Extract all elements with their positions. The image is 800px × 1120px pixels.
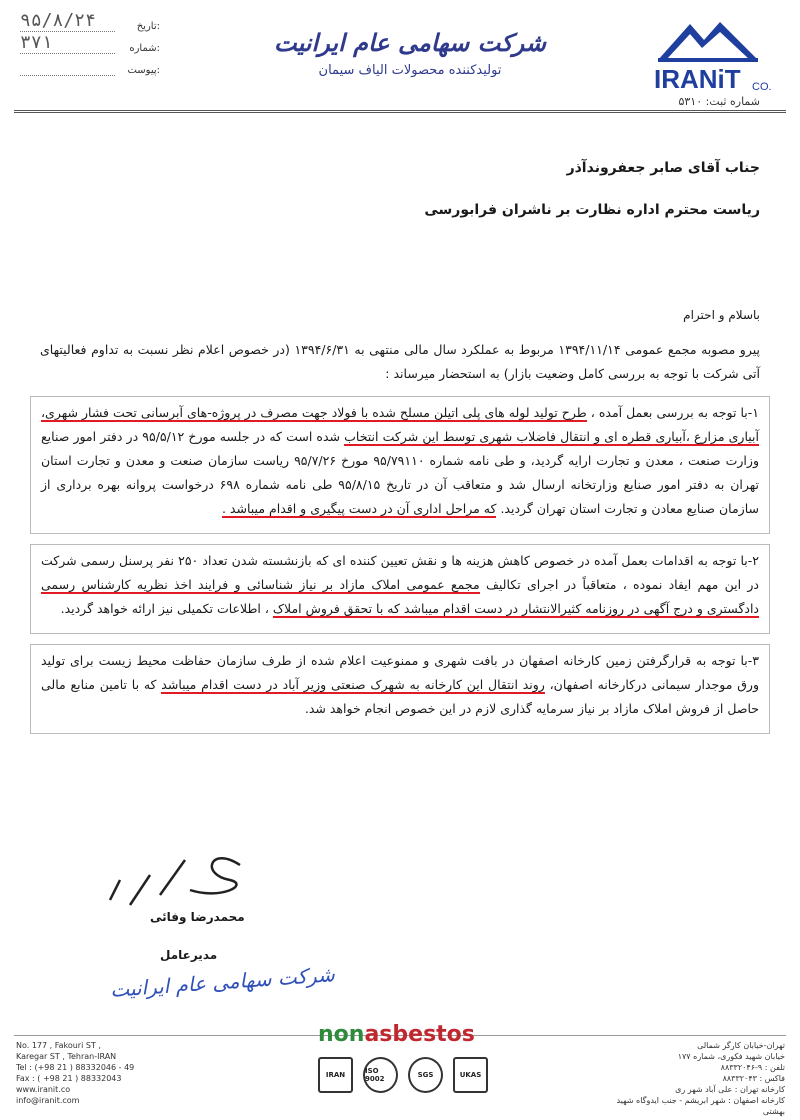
- p1-text-a: ۱-با توجه به بررسی بعمل آمده ،: [586, 405, 759, 420]
- logo-mountain-icon: [640, 10, 775, 100]
- paragraph-1: [41, 401, 759, 521]
- number-label: شماره:: [129, 43, 160, 54]
- footer-fa-line: کارخانه تهران : علی آباد شهر ری: [675, 1085, 785, 1094]
- paragraph-1-box: [30, 396, 770, 534]
- footer-en-line: Karegar ST , Tehran-IRAN: [16, 1052, 117, 1061]
- iranit-logo: [640, 10, 775, 100]
- p2-text-a: ۲-با توجه به اقدامات بعمل آمده در خصوص کاهش هزینه ها و نقش تعیین کننده ای که بازنشسته شدن تعداد ۲۵۰ نفر پرسنل رسمی شرکت در این مهم ایفاد نموده ، متعاقباً در اجرای تکالیف: [41, 553, 760, 592]
- logo-text: IRANiT: [654, 64, 741, 94]
- footer-fa-line: فاکس : ۸۸۳۳۲۰۴۳: [722, 1074, 785, 1083]
- attachment-value: [20, 75, 115, 76]
- company-stamp: شرکت سهامی عام ایرانیت: [109, 962, 336, 1002]
- number-row: [20, 32, 160, 54]
- company-subtitle: تولیدکننده محصولات الیاف سیمان: [318, 63, 502, 78]
- letter-body: [40, 160, 760, 742]
- greeting: باسلام و احترام: [683, 308, 760, 322]
- p3-underlined-1: روند انتقال این کارخانه به شهرک صنعتی وزیر آباد در دست اقدام میباشد: [161, 677, 545, 692]
- number-value: ۳۷۱: [20, 32, 115, 54]
- brand-non: non: [318, 1022, 365, 1047]
- certification-logos: [318, 1050, 488, 1100]
- footer-fa-line: تلفن : ۹-۸۸۳۳۲۰۴۶: [720, 1063, 785, 1072]
- p1-underlined-2: که مراحل اداری آن در دست پیگیری و اقدام میباشد .: [221, 501, 497, 516]
- company-header: [260, 14, 560, 104]
- sgs-icon: SGS: [408, 1057, 443, 1093]
- iso-9002-icon: ISO 9002: [363, 1057, 398, 1093]
- footer-fa-line: تهران-خیابان کارگر شمالی: [697, 1041, 785, 1050]
- p2-text-b: ، اطلاعات تکمیلی نیز ارائه خواهد گردید.: [60, 601, 273, 616]
- p1-text-b: شده است که در جلسه مورخ ۹۵/۵/۱۲ در دفتر امور صنایع وزارت صنعت ، معدن و تجارت ارایه گردید، و طی نامه شماره ۹۵/۷۹۱۱۰ مورخ ۹۵/۷/۲۶ ریاست سازمان صنعت و معدن و تجارت استان تهران به دفتر امور صنایع وزارتخانه ارسال شد و متعاقب آن در تاریخ ۹۵/۸/۱۵ طی نامه شماره ۶۹۸ درخواست پروانه بهره برداری از سازمان صنایع معادن و تجارت استان تهران گردید.: [41, 429, 759, 516]
- letter-meta: [20, 10, 160, 76]
- footer-address-fa: [600, 1040, 785, 1117]
- attachment-row: [20, 54, 160, 76]
- signatory-name: محمدرضا وفائی: [150, 910, 245, 924]
- registration-number: شماره ثبت: ۵۳۱۰: [678, 95, 760, 108]
- footer-address-en: [16, 1040, 156, 1106]
- footer-fa-line: کارخانه اصفهان : شهر ابریشم - جنب ایدوگاه شهید بهشتی: [616, 1096, 785, 1116]
- footer-en-line: www.iranit.co: [16, 1085, 71, 1094]
- footer-en-line: Tel : (+98 21 ) 88332046 - 49: [16, 1063, 135, 1072]
- brand-asbestos: asbestos: [364, 1022, 475, 1047]
- handwritten-signature: [90, 835, 260, 910]
- company-name: شرکت سهامی عام ایرانیت: [274, 28, 546, 57]
- paragraph-3-box: [30, 644, 770, 734]
- p1-underlined-1: طرح تولید لوله های پلی اتیلن مسلح شده با فولاد جهت مصرف در پروژه-های آبرسانی تحت فشار شهری، آبیاری مزارع ،آبیاری قطره ای و انتقال فاضلاب شهری توسط این شرکت انتخاب: [41, 405, 759, 444]
- footer-en-line: Fax : ( +98 21 ) 88332043: [16, 1074, 122, 1083]
- date-label: تاریخ:: [136, 21, 160, 32]
- footer-en-line: No. 177 , Fakouri ST ,: [16, 1041, 101, 1050]
- header-divider: [14, 110, 786, 113]
- attachment-label: پیوست:: [127, 65, 160, 76]
- recipient-title: ریاست محترم اداره نظارت بر ناشران فرابورسی: [424, 202, 760, 218]
- footer-en-line: info@iranit.com: [16, 1096, 80, 1105]
- logo-suffix: CO.: [752, 81, 772, 93]
- iran-standard-icon: IRAN: [318, 1057, 353, 1093]
- footer-fa-line: خیابان شهید فکوری، شماره ۱۷۷: [677, 1052, 785, 1061]
- signatory-title: مدیرعامل: [160, 948, 218, 962]
- p3-text-b: که با تامین منابع مالی حاصل از فروش املاک مازاد بر نیاز سرمایه گذاری لازم در این خصوص انجام خواهد شد.: [41, 677, 759, 716]
- paragraph-2-box: [30, 544, 770, 634]
- paragraph-2: [41, 549, 759, 621]
- recipient-name: جناب آقای صابر جعفروندآذر: [566, 160, 760, 176]
- intro-paragraph: پیرو مصوبه مجمع عمومی ۱۳۹۴/۱۱/۱۴ مربوط به عملکرد سال مالی منتهی به ۱۳۹۴/۶/۳۱ (در خصوص اعلام نظر نسبت به تداوم فعالیتهای آتی شرکت با توجه به بررسی کامل وضعیت بازار) به استحضار میرساند :: [40, 342, 760, 381]
- nonasbestos-logo: [318, 1022, 475, 1047]
- ukas-icon: UKAS: [453, 1057, 488, 1093]
- p2-underlined-1: مجمع عمومی املاک مازاد بر نیاز شناسائی و فرایند اخذ نظریه کارشناس رسمی دادگستری و درج آگهی در روزنامه کثیرالانتشار در دست اقدام میباشد که با تحقق فروش املاک: [41, 577, 759, 616]
- p3-text-a: ۳-با توجه به قرارگرفتن زمین کارخانه اصفهان در بافت شهری و ممنوعیت اعلام شده از طرف سازمان حفاظت محیط زیست برای تولید ورق موجدار سیمانی درکارخانه اصفهان،: [41, 653, 759, 692]
- paragraph-3: [41, 649, 759, 721]
- date-row: [20, 10, 160, 32]
- date-value: ۹۵/۸/۲۴: [20, 10, 115, 32]
